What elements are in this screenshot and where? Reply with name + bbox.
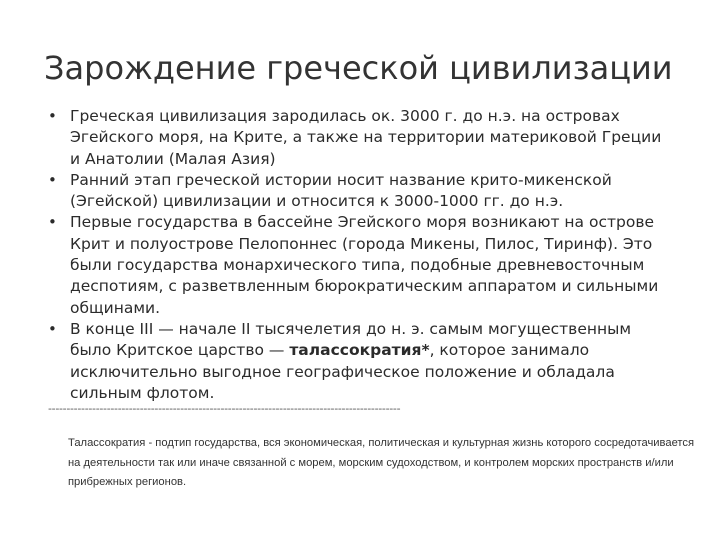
bullet-item-cretan-kingdom	[48, 319, 676, 404]
bullet-icon: •	[48, 170, 57, 189]
bullet-list	[48, 106, 676, 404]
slide-title: Зарождение греческой цивилизации	[44, 49, 673, 87]
bullet-icon: •	[48, 319, 57, 338]
bullet-icon: •	[48, 107, 57, 125]
bullet-item-first-states	[48, 212, 676, 318]
bullet-item-early-stage	[48, 170, 676, 213]
bullet-text: Ранний этап греческой истории носит название крито-микенской (Эгейской) цивилизации и относится к 3000-1000 гг. до н.э.	[70, 170, 612, 211]
bullet-text: Первые государства в бассейне Эгейского моря возникают на острове Крит и полуострове Пелопоннес (города Микены, Пилос, Тиринф). Это были государства монархического типа, подобные древневосточным деспотиям, с разветвленным бюрократическим аппаратом и сильными общинами.	[70, 213, 659, 317]
bullet-item-origin	[48, 106, 676, 170]
footnote-text: Талассократия - подтип государства, вся экономическая, политическая и культурная жизнь которого сосредотачивается на деятельности так или иначе связанной с морем, морским судоходством, и контролем морских пространств и/или прибрежных регионов.	[68, 437, 695, 488]
bold-term-thalassocracy: талассократия*	[289, 341, 430, 360]
bullet-text: Греческая цивилизация зародилась ок. 3000 г. до н.э. на островах Эгейского моря, на Крите, а также на территории материковой Греции и Анатолии (Малая Азия)	[70, 107, 662, 168]
bullet-text-after: , которое занимало исключительно выгодное географическое положение и обладала сильным флотом.	[70, 341, 615, 402]
footnote-separator: ------------------------------------------------------------------------------------------------	[48, 402, 401, 415]
bullet-icon: •	[48, 213, 57, 232]
bullet-text-before: В конце III — начале II тысячелетия до н. э. самым могущественным было Критское царство —	[70, 319, 632, 360]
